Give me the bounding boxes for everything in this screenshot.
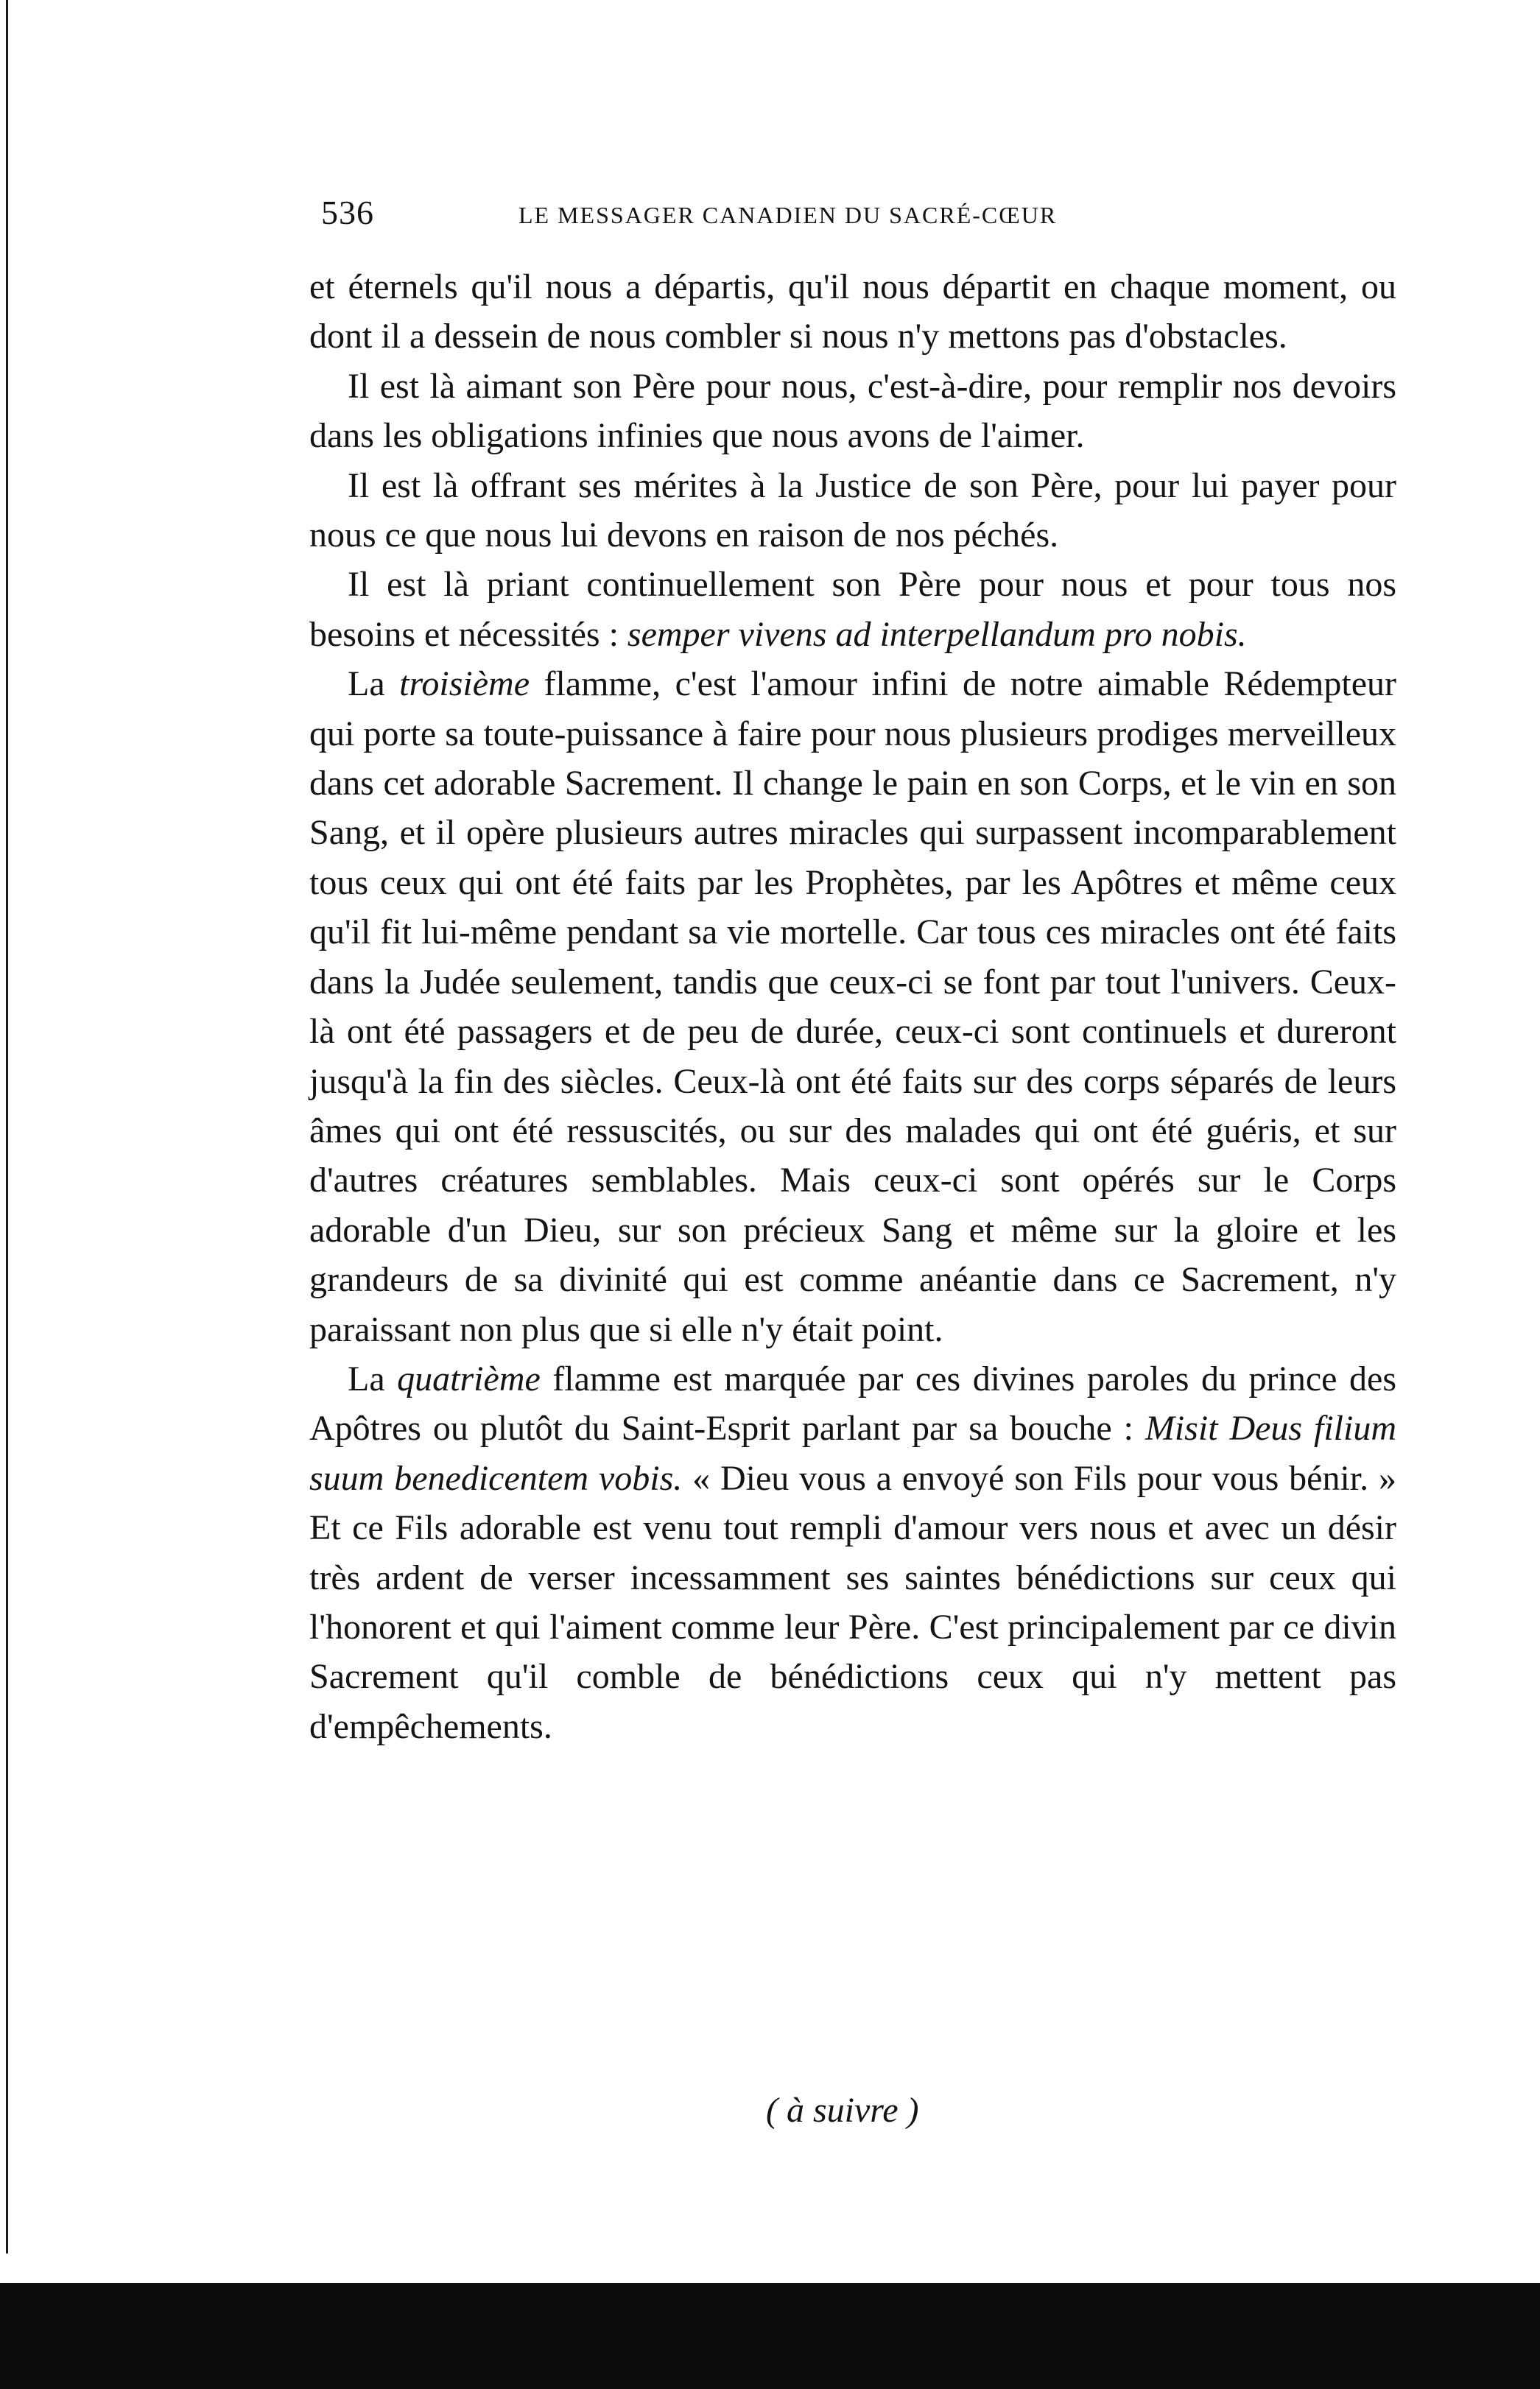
emphasized-word: troisième xyxy=(399,664,530,704)
paragraph-text: et éternels qu'il nous a départis, qu'il nous départit en chaque moment, ou dont il a dessein de nous combler si nous n'y mettons pas d'obstacles. xyxy=(309,267,1396,356)
paragraph-text: La xyxy=(348,664,400,704)
paragraph-text: flamme, c'est l'amour infini de notre aimable Rédempteur qui porte sa toute-puissance à faire pour nous plusieurs prodiges merveilleux dans cet adorable Sacrement. Il change le pain en son Corps, et le vin en son Sang, et il opère plusieurs autres miracles qui surpassent incomparablement tous ceux qui ont été faits par les Prophètes, par les Apôtres et même ceux qu'il fit lui-même pendant sa vie mortelle. Car tous ces miracles ont été faits dans la Judée seulement, tandis que ceux-ci se font par tout l'univers. Ceux-là ont été passagers et de peu de durée, ceux-ci sont continuels et dureront jusqu'à la fin des siècles. Ceux-là ont été faits sur des corps séparés de leurs âmes qui ont été ressuscités, ou sur des malades qui ont été guéris, et sur d'autres créatures semblables. Mais ceux-ci sont opérés sur le Corps adorable d'un Dieu, sur son précieux Sang et même sur la gloire et les grandeurs de sa divinité qui est comme anéantie dans ce Sacrement, n'y paraissant non plus que si elle n'y était point. xyxy=(309,664,1396,1349)
paragraph-text: Il est là aimant son Père pour nous, c'est-à-dire, pour remplir nos devoirs dans les obligations infinies que nous avons de l'aimer. xyxy=(309,366,1396,456)
running-title: LE MESSAGER CANADIEN DU SACRÉ-CŒUR xyxy=(518,202,1058,228)
continuation-note: ( à suivre ) xyxy=(766,2091,919,2130)
scan-bottom-band xyxy=(0,2283,1540,2389)
paragraph-quatrieme-flamme xyxy=(309,1354,1396,1751)
paragraph-aimant xyxy=(309,362,1396,461)
page-number: 536 xyxy=(321,194,374,231)
paragraph-text: flamme est marquée par ces divines paroles du prince des Apôtres ou plutôt du Saint-Esprit parlant par sa bouche : xyxy=(309,1359,1396,1449)
body-text xyxy=(309,262,1396,1751)
paragraph-text: « Dieu vous a envoyé son Fils pour vous bénir. » Et ce Fils adorable est venu tout rempli d'amour vers nous et avec un désir très ardent de verser incessamment ses saintes bénédictions sur ceux qui l'honorent et qui l'aiment comme leur Père. C'est principalement par ce divin Sacrement qu'il comble de bénédictions ceux qui n'y mettent pas d'empêchements. xyxy=(309,1458,1396,1746)
latin-quotation: semper vivens ad interpellandum pro nobis. xyxy=(627,614,1247,654)
paragraph-text: La xyxy=(348,1359,398,1398)
paragraph-offrant xyxy=(309,461,1396,560)
latin-quotation: Misit Deus filium suum benedicentem vobis. xyxy=(309,1409,1397,1498)
paragraph-priant xyxy=(309,560,1396,659)
paragraph-troisieme-flamme xyxy=(309,659,1396,1354)
paragraph-continued xyxy=(309,262,1396,362)
emphasized-word: quatrième xyxy=(397,1359,541,1398)
scan-left-edge-rule xyxy=(6,0,8,2253)
running-header xyxy=(321,193,1256,237)
paragraph-text: Il est là offrant ses mérites à la Justice de son Père, pour lui payer pour nous ce que nous lui devons en raison de nos péchés. xyxy=(309,465,1396,555)
paragraph-text: Il est là priant continuellement son Père pour nous et pour tous nos besoins et nécessités : xyxy=(309,565,1396,654)
